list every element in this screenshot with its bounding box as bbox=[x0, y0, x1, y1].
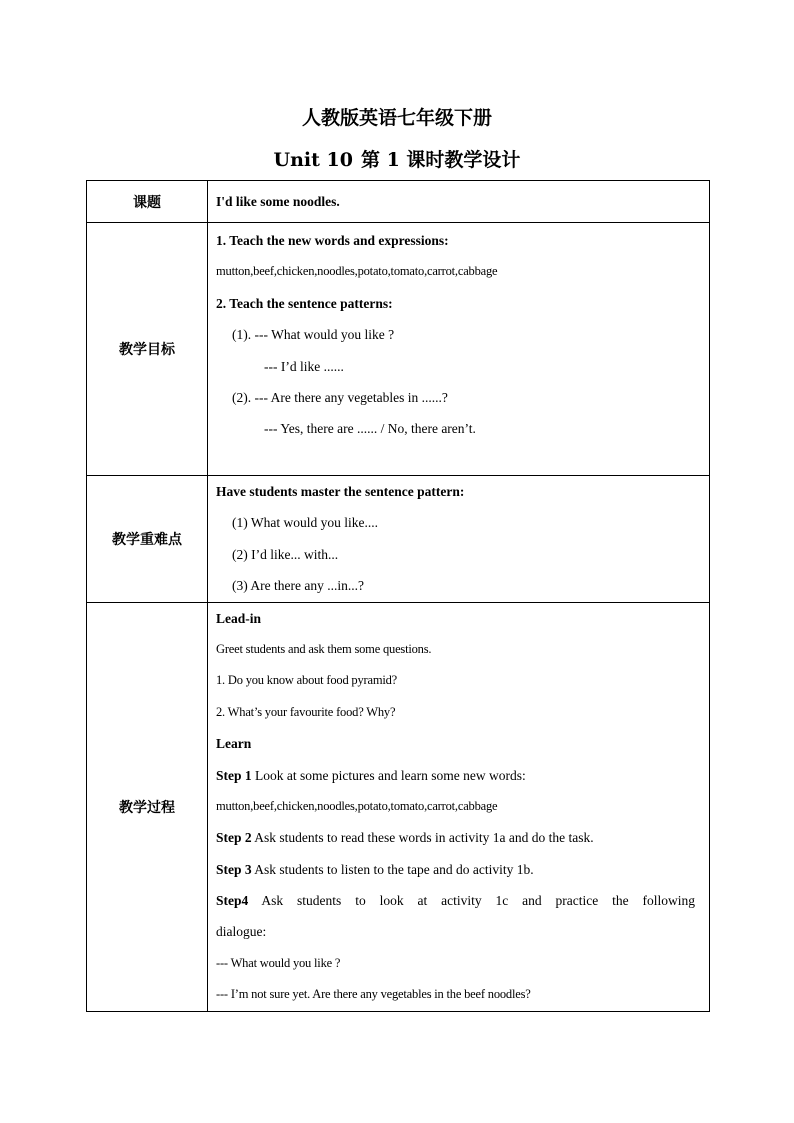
process-cell bbox=[208, 602, 710, 1011]
document-subtitle bbox=[0, 148, 794, 172]
document-title: 人教版英语七年级下册 bbox=[301, 107, 492, 129]
key-points-label: 教学重难点 bbox=[87, 476, 208, 603]
objective-line: (2). --- Are there any vegetables in ......? bbox=[232, 389, 448, 405]
table-row-process bbox=[87, 602, 710, 1011]
key-points-cell bbox=[208, 476, 710, 603]
step-1-words: mutton,beef,chicken,noodles,potato,tomato,carrot,cabbage bbox=[216, 798, 498, 813]
learn-heading: Learn bbox=[216, 736, 252, 752]
objectives-label: 教学目标 bbox=[87, 223, 208, 476]
topic-cell bbox=[208, 181, 710, 223]
step-3-text: Ask students to listen to the tape and do activity 1b. bbox=[251, 861, 534, 877]
key-point-line: (1) What would you like.... bbox=[232, 515, 378, 531]
step-3-label: Step 3 bbox=[216, 861, 252, 877]
table-row-topic bbox=[87, 181, 710, 223]
leadin-line: 2. What’s your favourite food? Why? bbox=[216, 704, 396, 719]
dialogue-line: --- What would you like ? bbox=[216, 955, 341, 970]
objectives-cell bbox=[208, 223, 710, 476]
step-2-label: Step 2 bbox=[216, 830, 252, 846]
objective-line: 2. Teach the sentence patterns: bbox=[216, 295, 393, 311]
objective-line: mutton,beef,chicken,noodles,potato,tomato,carrot,cabbage bbox=[216, 264, 498, 279]
dialogue-line: --- I’m not sure yet. Are there any vegetables in the beef noodles? bbox=[216, 987, 531, 1002]
key-point-line: (3) Are there any ...in...? bbox=[232, 578, 364, 594]
objective-line: --- I’d like ...... bbox=[264, 358, 344, 374]
step-2-text: Ask students to read these words in activity 1a and do the task. bbox=[251, 830, 594, 846]
step-1 bbox=[216, 760, 695, 791]
step-4-label: Step4 bbox=[216, 893, 249, 909]
objective-line: 1. Teach the new words and expressions: bbox=[216, 233, 449, 248]
leadin-heading: Lead-in bbox=[216, 610, 262, 626]
leadin-line: Greet students and ask them some questions. bbox=[216, 641, 432, 656]
step-1-text: Look at some pictures and learn some new words: bbox=[251, 767, 526, 783]
table-row-objectives bbox=[87, 223, 710, 476]
step-4-continuation: dialogue: bbox=[216, 924, 267, 940]
topic-label: 课题 bbox=[87, 181, 208, 223]
table-row-key-points bbox=[87, 476, 710, 603]
objective-line: (1). --- What would you like ? bbox=[232, 327, 395, 343]
lesson-design-label: 第 1 课时教学设计 bbox=[360, 149, 521, 171]
step-3 bbox=[216, 854, 695, 885]
key-point-line: (2) I’d like... with... bbox=[232, 546, 339, 562]
step-4 bbox=[216, 885, 695, 916]
objective-line: --- Yes, there are ...... / No, there aren’t. bbox=[264, 421, 476, 437]
step-1-label: Step 1 bbox=[216, 767, 252, 783]
topic-value: I'd like some noodles. bbox=[216, 193, 340, 209]
process-label: 教学过程 bbox=[87, 602, 208, 1011]
unit-label: Unit 10 bbox=[273, 149, 353, 171]
step-2 bbox=[216, 822, 695, 853]
leadin-line: 1. Do you know about food pyramid? bbox=[216, 673, 398, 688]
key-point-line: Have students master the sentence pattern: bbox=[216, 484, 465, 499]
step-4-text: Ask students to look at activity 1c and practice the following bbox=[248, 893, 695, 909]
lesson-plan-table bbox=[86, 180, 710, 1012]
